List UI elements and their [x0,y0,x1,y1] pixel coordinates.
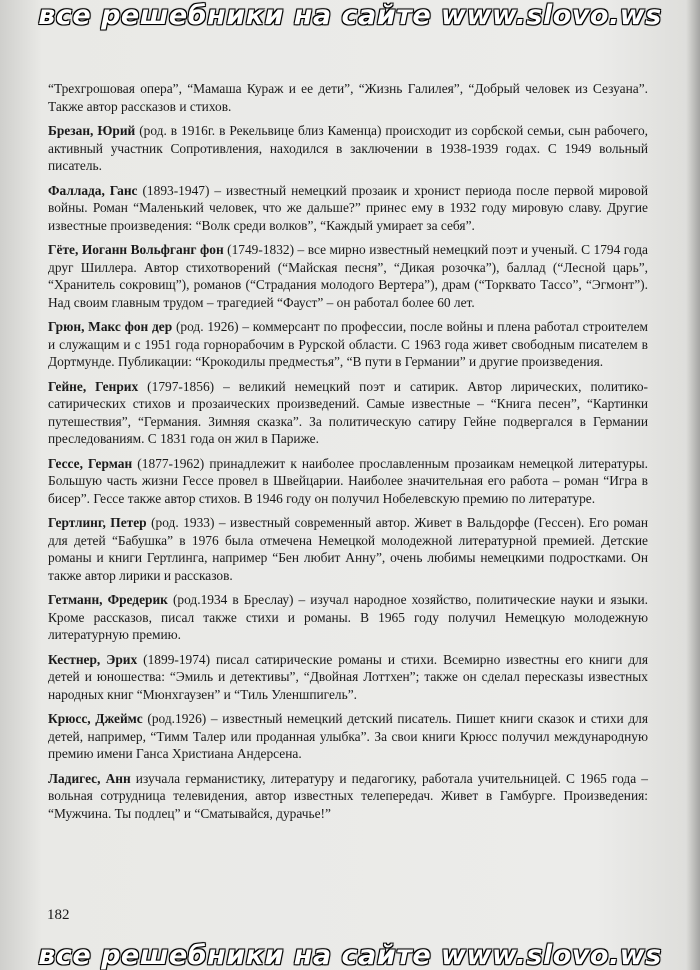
author-name: Кестнер, Эрих [48,651,138,667]
list-item [48,710,648,763]
author-bio: изучала германистику, литературу и педагогику, работала учительницей. С 1965 года – вольная сотрудница телевидения, автор известных телепередач. Живет в Гамбурге. Произведения: “Мужчина. Ты подлец” и “Сматывайся, дурачье!” [48,770,648,821]
list-item [48,182,648,235]
list-item [48,80,648,115]
author-bio: “Трехгрошовая опера”, “Мамаша Кураж и ее дети”, “Жизнь Галилея”, “Добрый человек из Сезуана”. Также автор рассказов и стихов. [48,81,648,114]
author-name: Фаллада, Ганс [48,182,138,198]
author-bio: (1797-1856) – великий немецкий поэт и сатирик. Автор лирических, политико-сатирических стихов и прозаических произведений. Самые известные – “Книга песен”, “Картинки путешествия”, “Германия. Зимняя сказка”. За политическую сатиру Гейне подвергался в Германии преследованиям. С 1831 года он жил в Париже. [48,378,648,446]
author-name: Брезан, Юрий [48,123,136,138]
author-bio: (род.1926) – известный немецкий детский писатель. Пишет книги сказок и стихи для детей, например, “Тимм Талер или проданная улыбка”. За свои книги Крюсс получил международную премию имени Ганса Христиана Андерсена. [48,711,648,761]
author-bio: (род. 1933) – известный современный автор. Живет в Вальдорфе (Гессен). Его роман для детей “Бабушка” в 1976 была отмечена Немецкой молодежной литературной премией. Детские романы и книги Гертлинга, например “Бен любит Анну”, очень любимы немецкими подростками. Он также автор лирики и рассказов. [48,515,648,583]
list-item [48,591,648,644]
list-item [48,770,648,823]
author-bio: (род. 1926) – коммерсант по профессии, после войны и плена работал строителем и служащим и с 1951 года горнорабочим в Рурской области. С 1963 года живет свободным писателем в Дортмунде. Публикации: “Крокодилы предместья”, “В пути в Германии” и другие произведения. [48,319,648,369]
author-name: Гетманн, Фредерик [48,592,168,607]
author-bio: (1749-1832) – все мирно известный немецкий поэт и ученый. С 1794 года друг Шиллера. Автор стихотворений (“Майская песня”, “Дикая розочка”), баллад (“Лесной царь”, “Хранитель сокровищ”), романов (“Страдания молодого Вертера”), драм (“Торквато Тассо”, “Эгмонт”). Над своим главным трудом – трагедией “Фауст” – он работал более 60 лет. [48,242,648,310]
author-bio: (род.1934 в Бреслау) – изучал народное хозяйство, политические науки и языки. Кроме рассказов, писал также стихи и романы. В 1965 году получил Немецкую молодежную литературную премию. [48,592,648,642]
site-banner-bottom: все решебники на сайте www.slovo.ws [38,940,662,970]
author-bio: (1899-1974) писал сатирические романы и стихи. Всемирно известны его книги для детей и юношества: “Эмиль и детективы”, “Двойная Лоттхен”; также он сделал пересказы известных народных книг “Мюнхгаузен” и “Тиль Уленшпигель”. [48,651,648,702]
author-bio: (род. в 1916г. в Рекельвице близ Каменца) происходит из сорбской семьи, сын рабочего, активный участник Сопротивления, находился в заключении в 1938-1939 годах. С 1949 вольный писатель. [48,123,649,173]
site-banner-top: все решебники на сайте www.slovo.ws [38,0,662,31]
list-item [48,455,648,508]
list-item [48,651,648,704]
page-number: 182 [47,907,70,923]
page-edge-shadow [686,0,700,970]
author-name: Гертлинг, Петер [48,515,147,530]
author-list [48,80,648,829]
list-item [48,514,648,584]
list-item [48,122,648,175]
list-item [48,241,648,311]
author-bio: (1877-1962) принадлежит к наиболее прославленным прозаикам немецкой литературы. Большую часть жизни Гессе провел в Швейцарии. Наиболее значительная его работа – роман “Игра в бисер”. Гессе также автор стихов. В 1946 году он получил Нобелевскую премию по литературе. [48,455,648,506]
author-name: Ладигес, Анн [48,770,131,786]
author-name: Грюн, Макс фон дер [48,319,173,334]
list-item [48,318,648,371]
list-item [48,378,648,448]
author-name: Гессе, Герман [48,455,133,471]
author-name: Гёте, Иоганн Вольфганг фон [48,242,224,257]
author-name: Гейне, Генрих [48,378,139,394]
author-bio: (1893-1947) – известный немецкий прозаик и хронист периода после первой мировой войны. Роман “Маленький человек, что же дальше?” принес ему в 1932 году мировую славу. Другие известные произведения: “Волк среди волков”, “Каждый умирает за себя”. [48,182,648,233]
author-name: Крюсс, Джеймс [48,711,143,726]
